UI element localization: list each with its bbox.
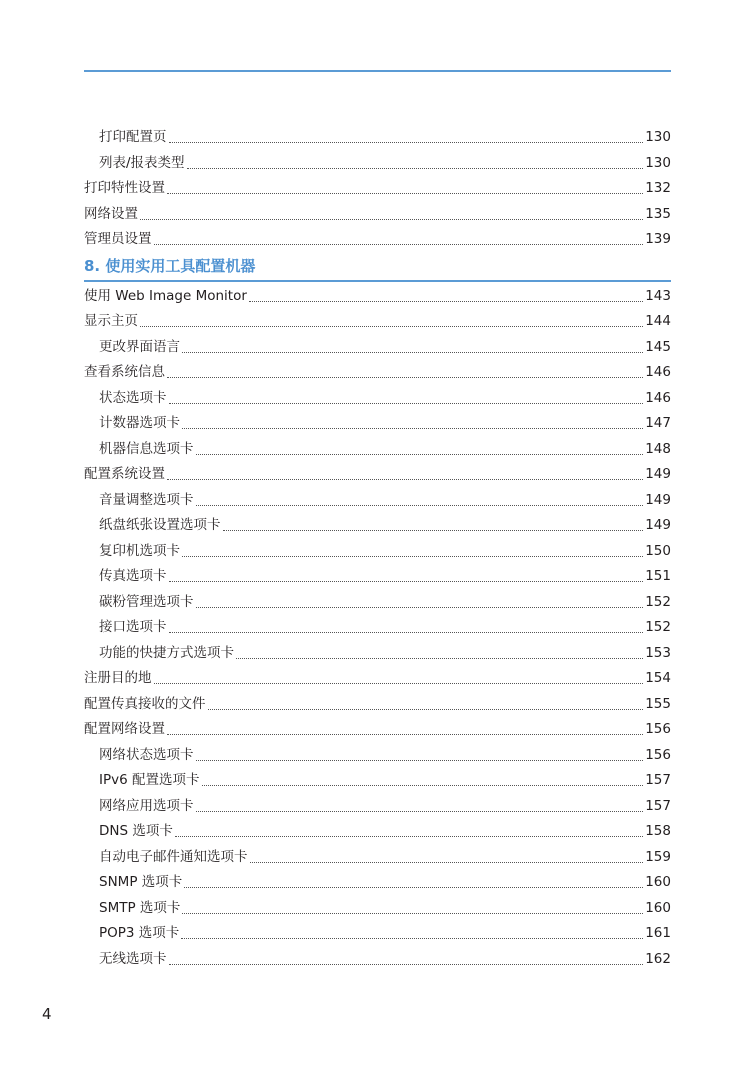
dot-leader [169, 403, 644, 404]
dot-leader [154, 683, 644, 684]
toc-entry[interactable] [84, 462, 671, 488]
toc-entry-page: 152 [645, 619, 671, 635]
dot-leader [182, 352, 643, 353]
toc-entry[interactable] [84, 666, 671, 692]
toc-entry-label: 网络设置 [84, 205, 138, 222]
toc-entry[interactable] [84, 151, 671, 177]
dot-leader [181, 938, 643, 939]
toc-entry-page: 130 [645, 129, 671, 145]
dot-leader [249, 301, 643, 302]
toc-entry-page: 143 [645, 287, 671, 304]
toc-entry[interactable] [84, 202, 671, 228]
toc-entry-page: 139 [645, 231, 671, 247]
toc-entry[interactable] [84, 227, 671, 253]
toc-entry-label: 配置网络设置 [84, 721, 165, 737]
toc-entry-label: 管理员设置 [84, 231, 152, 247]
dot-leader [182, 556, 643, 557]
toc-entry-label: IPv6 配置选项卡 [99, 772, 200, 788]
toc-entry-label: 打印配置页 [99, 129, 167, 145]
toc-entry-page: 146 [645, 389, 671, 406]
toc-entry-page: 157 [645, 797, 671, 814]
toc-entry[interactable] [84, 386, 671, 412]
dot-leader [196, 811, 644, 812]
toc-entry-label: 网络应用选项卡 [99, 797, 194, 814]
toc-entry[interactable] [84, 411, 671, 437]
toc-entry-page: 160 [645, 899, 671, 916]
toc-entry-label: 使用 Web Image Monitor [84, 287, 247, 304]
toc-entry[interactable] [84, 564, 671, 590]
toc-entry-label: 复印机选项卡 [99, 542, 180, 559]
toc-entry-page: 153 [645, 644, 671, 661]
toc-entry-page: 156 [645, 721, 671, 737]
dot-leader [196, 760, 644, 761]
toc-entry-label: 更改界面语言 [99, 338, 180, 355]
toc-entry-page: 162 [645, 950, 671, 967]
dot-leader [187, 168, 644, 169]
toc-entry-label: 音量调整选项卡 [99, 491, 194, 508]
toc-entry-label: 功能的快捷方式选项卡 [99, 644, 234, 661]
toc-entry[interactable] [84, 488, 671, 514]
toc-entry-label: 碳粉管理选项卡 [99, 593, 194, 610]
toc-entry-page: 150 [645, 542, 671, 559]
toc-entry-label: DNS 选项卡 [99, 823, 173, 839]
toc-entry[interactable] [84, 615, 671, 641]
dot-leader [184, 887, 643, 888]
toc-entry[interactable] [84, 921, 671, 947]
toc-entry-label: 纸盘纸张设置选项卡 [99, 517, 221, 533]
dot-leader [140, 326, 643, 327]
toc-section-previous [84, 125, 671, 253]
toc-entry[interactable] [84, 641, 671, 667]
toc-entry-page: 149 [645, 517, 671, 533]
dot-leader [182, 913, 643, 914]
toc-entry-page: 157 [645, 772, 671, 788]
dot-leader [175, 836, 643, 837]
toc-entry[interactable] [84, 284, 671, 310]
toc-entry-page: 155 [645, 695, 671, 712]
table-of-contents [84, 125, 671, 972]
toc-entry[interactable] [84, 513, 671, 539]
dot-leader [182, 428, 643, 429]
toc-entry-page: 154 [645, 670, 671, 686]
dot-leader [169, 142, 644, 143]
toc-entry-page: 149 [645, 491, 671, 508]
toc-entry-label: 传真选项卡 [99, 568, 167, 584]
toc-entry-label: 注册目的地 [84, 670, 152, 686]
toc-entry-page: 149 [645, 466, 671, 482]
toc-entry[interactable] [84, 692, 671, 718]
toc-entry[interactable] [84, 794, 671, 820]
dot-leader [169, 581, 644, 582]
toc-entry-page: 130 [645, 154, 671, 171]
chapter-heading[interactable]: 8. 使用实用工具配置机器 [84, 253, 671, 282]
toc-entry[interactable] [84, 360, 671, 386]
dot-leader [140, 219, 643, 220]
dot-leader [208, 709, 644, 710]
dot-leader [169, 964, 644, 965]
toc-entry-label: SMTP 选项卡 [99, 899, 181, 916]
dot-leader [167, 193, 643, 194]
toc-entry-label: 计数器选项卡 [99, 415, 180, 431]
toc-entry-label: 无线选项卡 [99, 950, 167, 967]
toc-entry-page: 135 [645, 205, 671, 222]
toc-entry-page: 132 [645, 180, 671, 196]
toc-entry-label: POP3 选项卡 [99, 925, 180, 941]
toc-entry-page: 148 [645, 440, 671, 457]
toc-entry-page: 160 [645, 874, 671, 890]
toc-entry-label: 自动电子邮件通知选项卡 [99, 848, 248, 865]
toc-entry[interactable] [84, 870, 671, 896]
toc-entry-label: 网络状态选项卡 [99, 746, 194, 763]
dot-leader [167, 377, 643, 378]
toc-entry[interactable] [84, 309, 671, 335]
dot-leader [223, 530, 644, 531]
toc-entry-page: 144 [645, 313, 671, 329]
toc-entry[interactable] [84, 845, 671, 871]
toc-entry[interactable] [84, 717, 671, 743]
dot-leader [169, 632, 644, 633]
toc-entry[interactable] [84, 819, 671, 845]
toc-entry-page: 145 [645, 338, 671, 355]
toc-entry-page: 161 [645, 925, 671, 941]
toc-entry-label: 状态选项卡 [99, 389, 167, 406]
toc-entry[interactable] [84, 947, 671, 973]
toc-entry-label: 接口选项卡 [99, 619, 167, 635]
toc-entry-label: 配置传真接收的文件 [84, 695, 206, 712]
dot-leader [167, 734, 643, 735]
toc-entry[interactable] [84, 125, 671, 151]
toc-entry-label: SNMP 选项卡 [99, 874, 183, 890]
toc-entry-page: 147 [645, 415, 671, 431]
toc-entry-label: 配置系统设置 [84, 466, 165, 482]
dot-leader [236, 658, 643, 659]
toc-entry-label: 查看系统信息 [84, 364, 165, 380]
toc-entry-label: 显示主页 [84, 313, 138, 329]
dot-leader [154, 244, 644, 245]
toc-entry-page: 158 [645, 823, 671, 839]
toc-entry[interactable] [84, 335, 671, 361]
dot-leader [250, 862, 644, 863]
toc-entry[interactable] [84, 743, 671, 769]
toc-entry-label: 机器信息选项卡 [99, 440, 194, 457]
toc-entry-page: 146 [645, 364, 671, 380]
toc-entry[interactable] [84, 590, 671, 616]
toc-entry-page: 159 [645, 848, 671, 865]
toc-entry[interactable] [84, 896, 671, 922]
dot-leader [167, 479, 643, 480]
page-number: 4 [42, 1005, 52, 1023]
toc-entry-label: 列表/报表类型 [99, 154, 185, 171]
toc-entry[interactable] [84, 437, 671, 463]
toc-entry[interactable] [84, 176, 671, 202]
header-rule [84, 70, 671, 72]
toc-section-chapter-8 [84, 284, 671, 973]
dot-leader [196, 607, 644, 608]
dot-leader [202, 785, 644, 786]
toc-entry-page: 152 [645, 593, 671, 610]
toc-entry-label: 打印特性设置 [84, 180, 165, 196]
toc-entry[interactable] [84, 768, 671, 794]
toc-entry[interactable] [84, 539, 671, 565]
dot-leader [196, 505, 644, 506]
toc-entry-page: 151 [645, 568, 671, 584]
toc-entry-page: 156 [645, 746, 671, 763]
dot-leader [196, 454, 644, 455]
